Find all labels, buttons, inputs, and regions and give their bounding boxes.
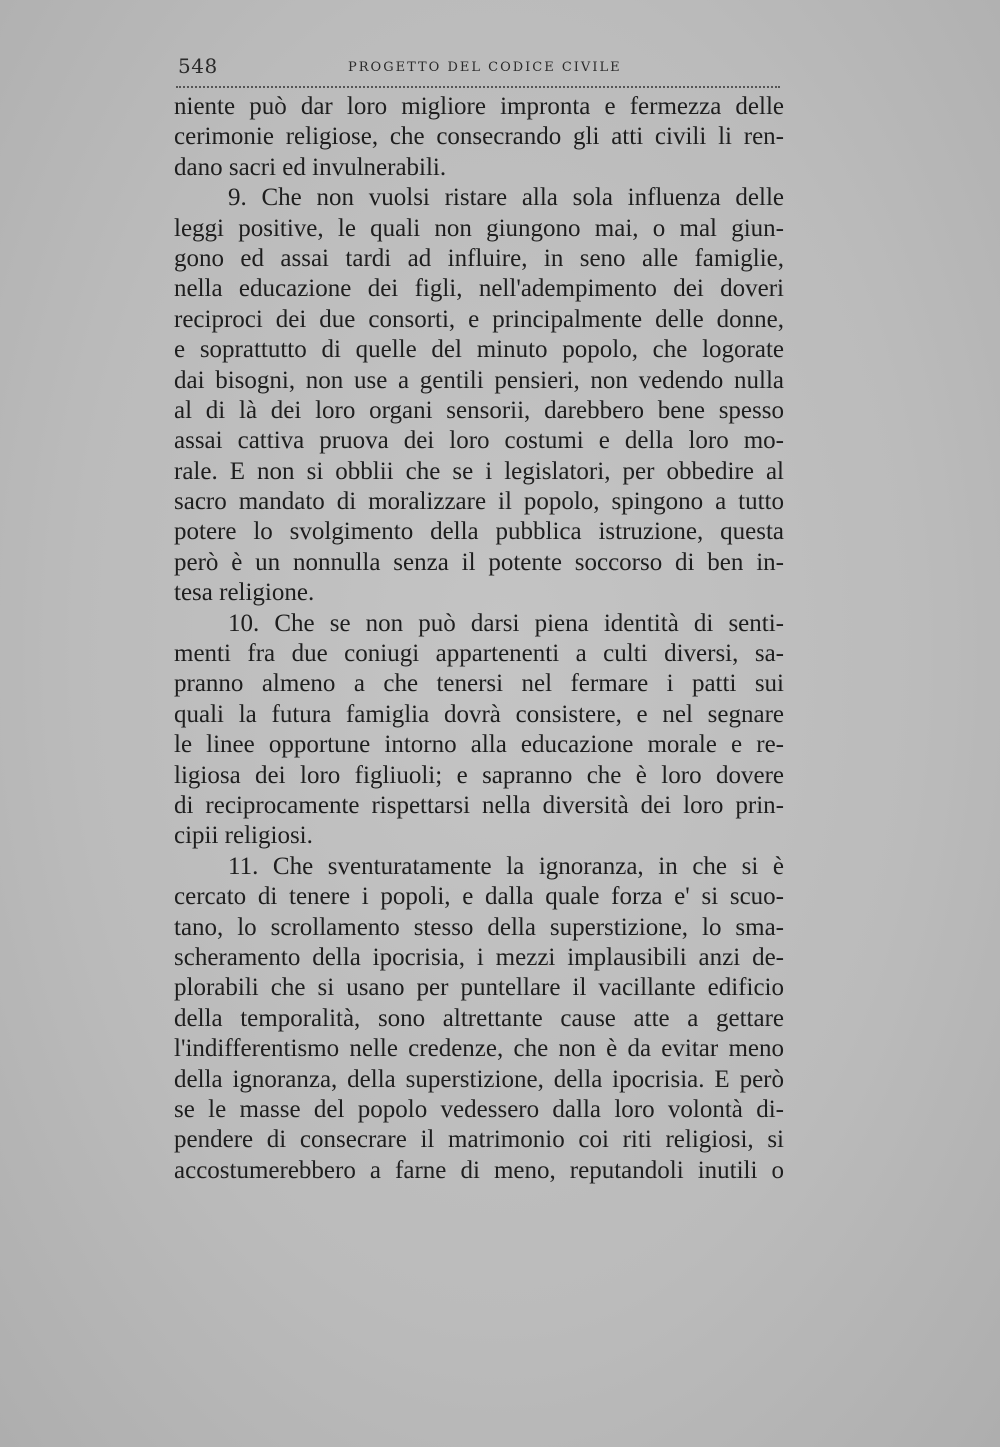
page-number: 548 [178,54,218,78]
text-line: 11. Che sventuratamente la ignoranza, in che si è [228,852,784,880]
running-head [176,50,780,88]
text-line: menti fra due coniugi appartenenti a culti diversi, sa- [174,640,784,668]
text-line: della temporalità, sono altrettante cause atte a gettare [174,1004,784,1032]
text-line: cerimonie religiose, che consecrando gli atti civili li ren- [174,123,784,151]
text-line: gono ed assai tardi ad influire, in seno alle famiglie, [174,244,784,272]
text-line: cipii religiosi. [174,822,313,850]
text-line: accostumerebbero a farne di meno, reputandoli inutili o [174,1156,784,1184]
text-line: di reciprocamente rispettarsi nella diversità dei loro prin- [174,791,784,819]
text-line: dano sacri ed invulnerabili. [174,153,447,181]
text-line: quali la futura famiglia dovrà consistere, e nel segnare [174,700,784,728]
body-text [174,92,784,1186]
text-line: reciproci dei due consorti, e principalmente delle donne, [174,305,784,333]
text-line: le linee opportune intorno alla educazione morale e re- [174,731,784,759]
text-line: ligiosa dei loro figliuoli; e sapranno che è loro dovere [174,761,784,789]
text-line: plorabili che si usano per puntellare il vacillante edificio [174,974,784,1002]
text-line: rale. E non si obblii che se i legislatori, per obbedire al [174,457,784,485]
text-line: l'indifferentismo nelle credenze, che non è da evitar meno [174,1035,784,1063]
text-line: nella educazione dei figli, nell'adempimento dei doveri [174,275,784,303]
text-line: sacro mandato di moralizzare il popolo, spingono a tutto [174,488,784,516]
running-title: PROGETTO DEL CODICE CIVILE [348,60,622,75]
text-line: e soprattutto di quelle del minuto popolo, che logorate [174,336,784,364]
text-line: se le masse del popolo vedessero dalla loro volontà di- [174,1095,784,1123]
text-line: pranno almeno a che tenersi nel fermare i patti sui [174,670,784,698]
text-line: leggi positive, le quali non giungono mai, o mal giun- [174,214,784,242]
text-line: però è un nonnulla senza il potente soccorso di ben in- [174,548,784,576]
text-line: tano, lo scrollamento stesso della superstizione, lo sma- [174,913,784,941]
text-line: assai cattiva pruova dei loro costumi e della loro mo- [174,427,784,455]
text-line: tesa religione. [174,579,315,607]
text-line: niente può dar loro migliore impronta e fermezza delle [174,93,784,120]
text-line: cercato di tenere i popoli, e dalla quale forza e' si scuo- [174,883,784,911]
text-line: 9. Che non vuolsi ristare alla sola influenza delle [228,184,784,212]
text-line: 10. Che se non può darsi piena identità di senti- [228,609,784,637]
text-line: potere lo svolgimento della pubblica istruzione, questa [174,518,784,546]
text-line: al di là dei loro organi sensorii, darebbero bene spesso [174,396,784,424]
text-line: scheramento della ipocrisia, i mezzi implausibili anzi de- [174,943,784,971]
text-line: della ignoranza, della superstizione, della ipocrisia. E però [174,1065,784,1093]
text-line: dai bisogni, non use a gentili pensieri, non vedendo nulla [174,366,784,394]
text-line: pendere di consecrare il matrimonio coi riti religiosi, si [174,1126,784,1154]
